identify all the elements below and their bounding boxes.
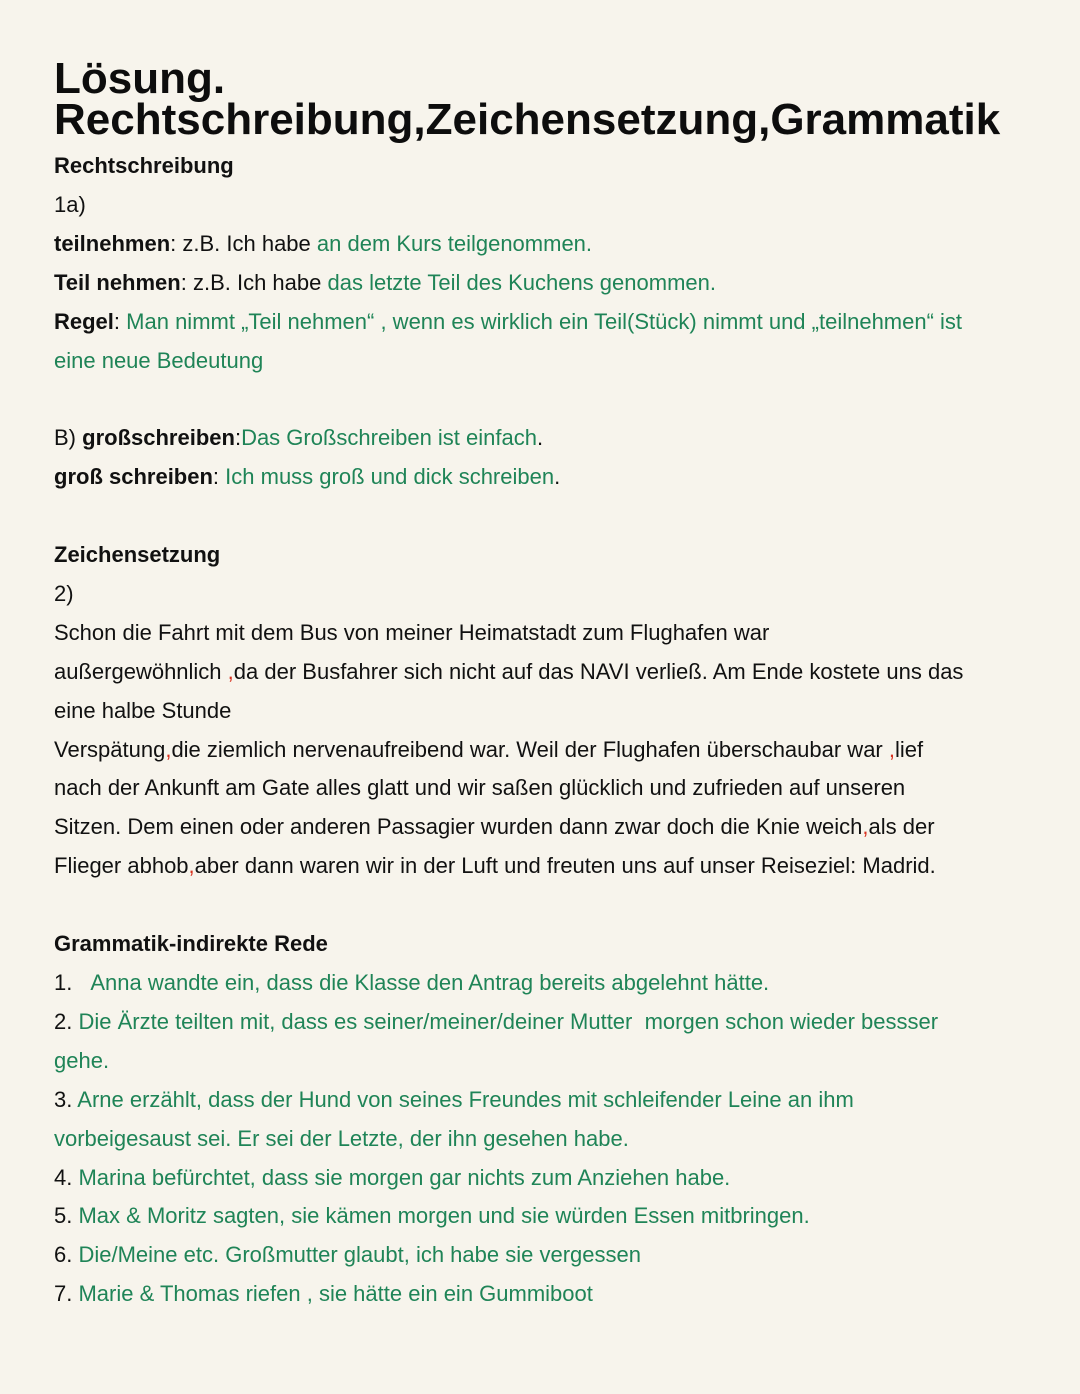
item-number: 1. <box>54 969 73 995</box>
answer-text-continued: vorbeigesaust sei. Er sei der Letzte, der ihn gesehen habe. <box>54 1125 629 1151</box>
paragraph-line <box>54 808 1044 847</box>
task-label: 1a) <box>54 191 86 217</box>
list-item <box>54 1003 1044 1042</box>
section-heading: Grammatik-indirekte Rede <box>54 931 328 957</box>
inserted-comma: , <box>227 658 234 684</box>
spacer <box>54 380 1044 419</box>
answer-text: Max & Moritz sagten, sie kämen morgen und sie würden Essen mitbringen. <box>78 1203 810 1229</box>
spacer <box>54 497 1044 536</box>
example-line <box>54 264 1044 303</box>
answer-text: eine neue Bedeutung <box>54 347 264 373</box>
prompt-text: : <box>113 308 127 334</box>
paragraph-line: Schon die Fahrt mit dem Bus von meiner Heimatstadt zum Flughafen war <box>54 619 770 645</box>
prompt-text: : z.B. Ich habe <box>170 230 317 256</box>
section-rechtschreibung <box>54 147 1044 497</box>
text-run: lief <box>895 736 924 762</box>
punctuation: . <box>554 464 561 490</box>
title-line-1: Lösung. <box>54 54 226 103</box>
section-heading: Rechtschreibung <box>54 153 234 178</box>
list-item <box>54 1236 1044 1275</box>
term: Teil nehmen <box>54 269 181 295</box>
term: groß schreiben <box>54 464 213 490</box>
text-run: Sitzen. Dem einen oder anderen Passagier wurden dann zwar doch die Knie weich <box>54 814 863 840</box>
answer-text: Die/Meine etc. Großmutter glaubt, ich habe sie vergessen <box>78 1242 641 1268</box>
prompt-text: : <box>212 464 226 490</box>
answer-text: Die Ärzte teilten mit, dass es seiner/meiner/deiner Mutter morgen schon wieder bessser <box>78 1008 939 1034</box>
answer-text-continued: gehe. <box>54 1047 110 1073</box>
inserted-comma: , <box>165 736 172 762</box>
list-item <box>54 1275 1044 1314</box>
list-item <box>54 1159 1044 1198</box>
text-run: als der <box>868 814 935 840</box>
list-item <box>54 1197 1044 1236</box>
example-line <box>54 225 1044 264</box>
text-run: da der Busfahrer sich nicht auf das NAVI verließ. Am Ende kostete uns das <box>233 658 964 684</box>
item-number: 3. <box>54 1086 73 1112</box>
term: großschreiben <box>82 425 235 451</box>
text-run: außergewöhnlich <box>54 658 228 684</box>
answer-text: Das Großschreiben ist einfach <box>241 425 537 451</box>
section-zeichensetzung <box>54 536 1044 886</box>
prompt-text: : <box>234 425 242 451</box>
inserted-comma: , <box>188 853 195 879</box>
paragraph-line <box>54 731 1044 770</box>
rule-line <box>54 303 1044 342</box>
paragraph-line <box>54 847 1044 886</box>
text-run: Flieger abhob <box>54 853 189 879</box>
document-page <box>54 54 1044 1314</box>
task-label: B) <box>54 425 83 451</box>
answer-text: Man nimmt „Teil nehmen“ , wenn es wirklich ein Teil(Stück) nimmt und „teilnehmen“ ist <box>126 308 963 334</box>
page-title <box>54 54 1044 144</box>
text-run: aber dann waren wir in der Luft und freuten uns auf unser Reiseziel: Madrid. <box>194 853 936 879</box>
inserted-comma: , <box>888 736 895 762</box>
term: teilnehmen <box>54 230 171 256</box>
title-line-2: Rechtschreibung,Zeichensetzung,Grammatik <box>54 95 1001 144</box>
answer-text: Marina befürchtet, dass sie morgen gar nichts zum Anziehen habe. <box>78 1164 731 1190</box>
text-run: Verspätung <box>54 736 166 762</box>
paragraph-line: eine halbe Stunde <box>54 697 232 723</box>
answer-text: Arne erzählt, dass der Hund von seines Freundes mit schleifender Leine an ihm <box>77 1086 854 1112</box>
text-run: die ziemlich nervenaufreibend war. Weil der Flughafen überschaubar war <box>171 736 889 762</box>
answer-text: das letzte Teil des Kuchens genommen. <box>327 269 716 295</box>
list-item <box>54 1081 1044 1120</box>
task-label: 2) <box>54 580 74 606</box>
section-grammatik <box>54 925 1044 1314</box>
inserted-comma: , <box>862 814 869 840</box>
answer-text: an dem Kurs teilgenommen. <box>316 230 593 256</box>
item-number: 5. <box>54 1203 73 1229</box>
punctuation: . <box>536 425 544 451</box>
item-number: 7. <box>54 1281 73 1307</box>
answer-text: Marie & Thomas riefen , sie hätte ein ein Gummiboot <box>78 1281 593 1307</box>
paragraph-line: nach der Ankunft am Gate alles glatt und wir saßen glücklich und zufrieden auf unseren <box>54 775 906 801</box>
item-number: 2. <box>54 1008 73 1034</box>
prompt-text: : z.B. Ich habe <box>180 269 328 295</box>
section-heading: Zeichensetzung <box>54 542 221 568</box>
answer-text: Ich muss groß und dick schreiben <box>225 464 555 490</box>
list-item <box>54 964 1044 1003</box>
term: Regel <box>54 308 114 334</box>
answer-text: Anna wandte ein, dass die Klasse den Antrag bereits abgelehnt hätte. <box>90 969 770 995</box>
item-number: 4. <box>54 1164 73 1190</box>
item-number: 6. <box>54 1242 73 1268</box>
example-line <box>54 458 1044 497</box>
example-line <box>54 419 1044 458</box>
paragraph-line <box>54 653 1044 692</box>
spacer <box>54 886 1044 925</box>
